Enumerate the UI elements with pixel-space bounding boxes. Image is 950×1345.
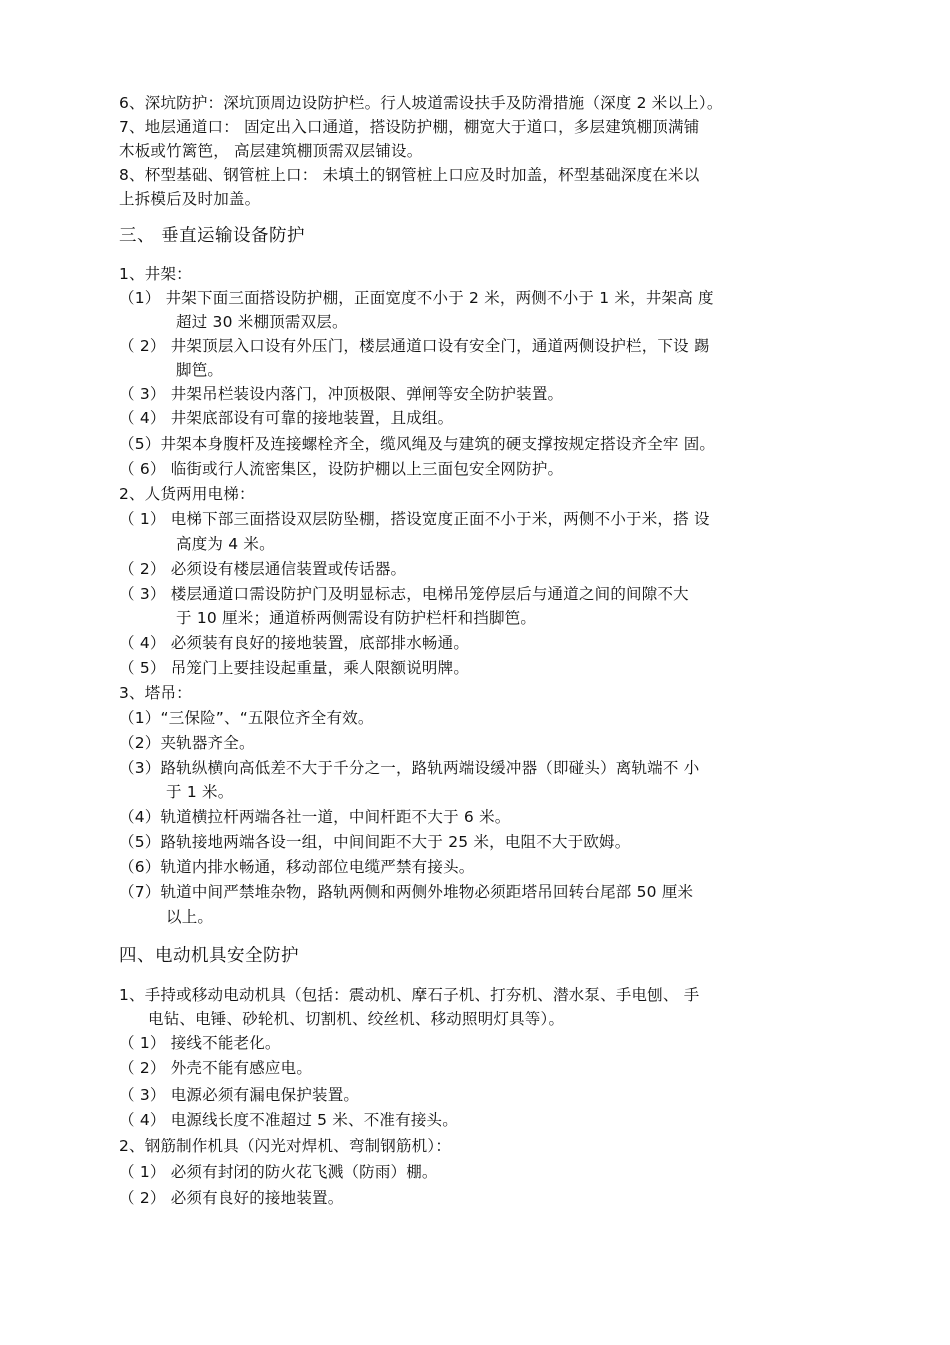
derrick-item-4: （ 4） 井架底部设有可靠的接地装置，且成组。 [119,409,454,427]
cup-foundation-line-1: 8、杯型基础、钢管桩上口： 未填土的钢管桩上口应及时加盖，杯型基础深度在米以 [119,166,700,184]
tower-crane-item-7-line-1: （7）轨道中间严禁堆杂物，路轨两侧和两侧外堆物必须距塔吊回转台尾部 50 厘米 [119,883,694,901]
elevator-item-2: （ 2） 必须设有楼层通信装置或传话器。 [119,560,407,578]
tower-crane-item-4: （4）轨道横拉杆两端各社一道，中间杆距不大于 6 米。 [119,808,511,826]
cup-foundation-line-2: 上拆模后及时加盖。 [119,190,261,208]
handheld-heading-line-2: 电钻、电锤、砂轮机、切割机、绞丝机、移动照明灯具等）。 [148,1010,565,1028]
elevator-item-1-line-2: 高度为 4 米。 [176,535,275,553]
deep-pit-line: 6、深坑防护：深坑顶周边设防护栏。行人坡道需设扶手及防滑措施（深度 2 米以上）。 [119,94,723,112]
tower-crane-item-3-line-2: 于 1 米。 [166,783,234,801]
rebar-heading: 2、钢筋制作机具（闪光对焊机、弯制钢筋机）： [119,1137,452,1155]
derrick-item-6: （ 6） 临街或行人流密集区，设防护棚以上三面包安全网防护。 [119,460,564,478]
derrick-item-1-line-2: 超过 30 米棚顶需双层。 [176,313,348,331]
rebar-item-1: （ 1） 必须有封闭的防火花飞溅（防雨）棚。 [119,1163,438,1181]
tower-crane-item-3-line-1: （3）路轨纵横向高低差不大于千分之一，路轨两端设缓冲器（即碰头）离轨端不 小 [119,759,700,777]
derrick-heading: 1、井架： [119,265,192,283]
elevator-item-4: （ 4） 必须装有良好的接地装置，底部排水畅通。 [119,634,470,652]
tower-crane-item-6: （6）轨道内排水畅通，移动部位电缆严禁有接头。 [119,858,475,876]
handheld-item-1: （ 1） 接线不能老化。 [119,1034,281,1052]
handheld-item-3: （ 3） 电源必须有漏电保护装置。 [119,1086,360,1104]
derrick-item-5: （5）井架本身腹杆及连接螺栓齐全，缆风绳及与建筑的硬支撑按规定搭设齐全牢 固。 [119,435,716,453]
derrick-item-2-line-2: 脚笆。 [176,361,224,379]
tower-crane-item-5: （5）路轨接地两端各设一组，中间间距不大于 25 米，电阻不大于欧姆。 [119,833,631,851]
tower-crane-item-1: （1）“三保险”、“五限位齐全有效。 [119,709,374,727]
underground-passage-line-2: 木板或竹篱笆， 高层建筑棚顶需双层铺设。 [119,142,423,160]
tower-crane-item-7-line-2: 以上。 [166,908,214,926]
derrick-item-3: （ 3） 井架吊栏装设内落门，冲顶极限、弹闸等安全防护装置。 [119,385,564,403]
derrick-item-1-line-1: （1） 井架下面三面搭设防护棚，正面宽度不小于 2 米，两侧不小于 1 米，井架高 度 [119,289,714,307]
elevator-item-3-line-1: （ 3） 楼层通道口需设防护门及明显标志，电梯吊笼停层后与通道之间的间隙不大 [119,585,689,603]
handheld-heading-line-1: 1、手持或移动电动机具（包括：震动机、摩石子机、打夯机、潜水泵、手电刨、 手 [119,986,700,1004]
elevator-item-3-line-2: 于 10 厘米；通道桥两侧需设有防护栏杆和挡脚笆。 [176,609,537,627]
section-4-title: 四、电动机具安全防护 [119,946,299,966]
tower-crane-item-2: （2）夹轨器齐全。 [119,734,255,752]
rebar-item-2: （ 2） 必须有良好的接地装置。 [119,1189,344,1207]
handheld-item-2: （ 2） 外壳不能有感应电。 [119,1059,313,1077]
section-3-title: 三、 垂直运输设备防护 [119,226,306,246]
tower-crane-heading: 3、塔吊： [119,684,192,702]
handheld-item-4: （ 4） 电源线长度不准超过 5 米、不准有接头。 [119,1111,458,1129]
elevator-item-1-line-1: （ 1） 电梯下部三面搭设双层防坠棚，搭设宽度正面不小于米，两侧不小于米，搭 设 [119,510,710,528]
elevator-item-5: （ 5） 吊笼门上要挂设起重量，乘人限额说明牌。 [119,659,470,677]
underground-passage-line-1: 7、地层通道口： 固定出入口通道，搭设防护棚，棚宽大于道口，多层建筑棚顶满铺 [119,118,700,136]
derrick-item-2-line-1: （ 2） 井架顶层入口设有外压门，楼层通道口设有安全门，通道两侧设护栏，下设 踢 [119,337,710,355]
elevator-heading: 2、人货两用电梯： [119,485,255,503]
